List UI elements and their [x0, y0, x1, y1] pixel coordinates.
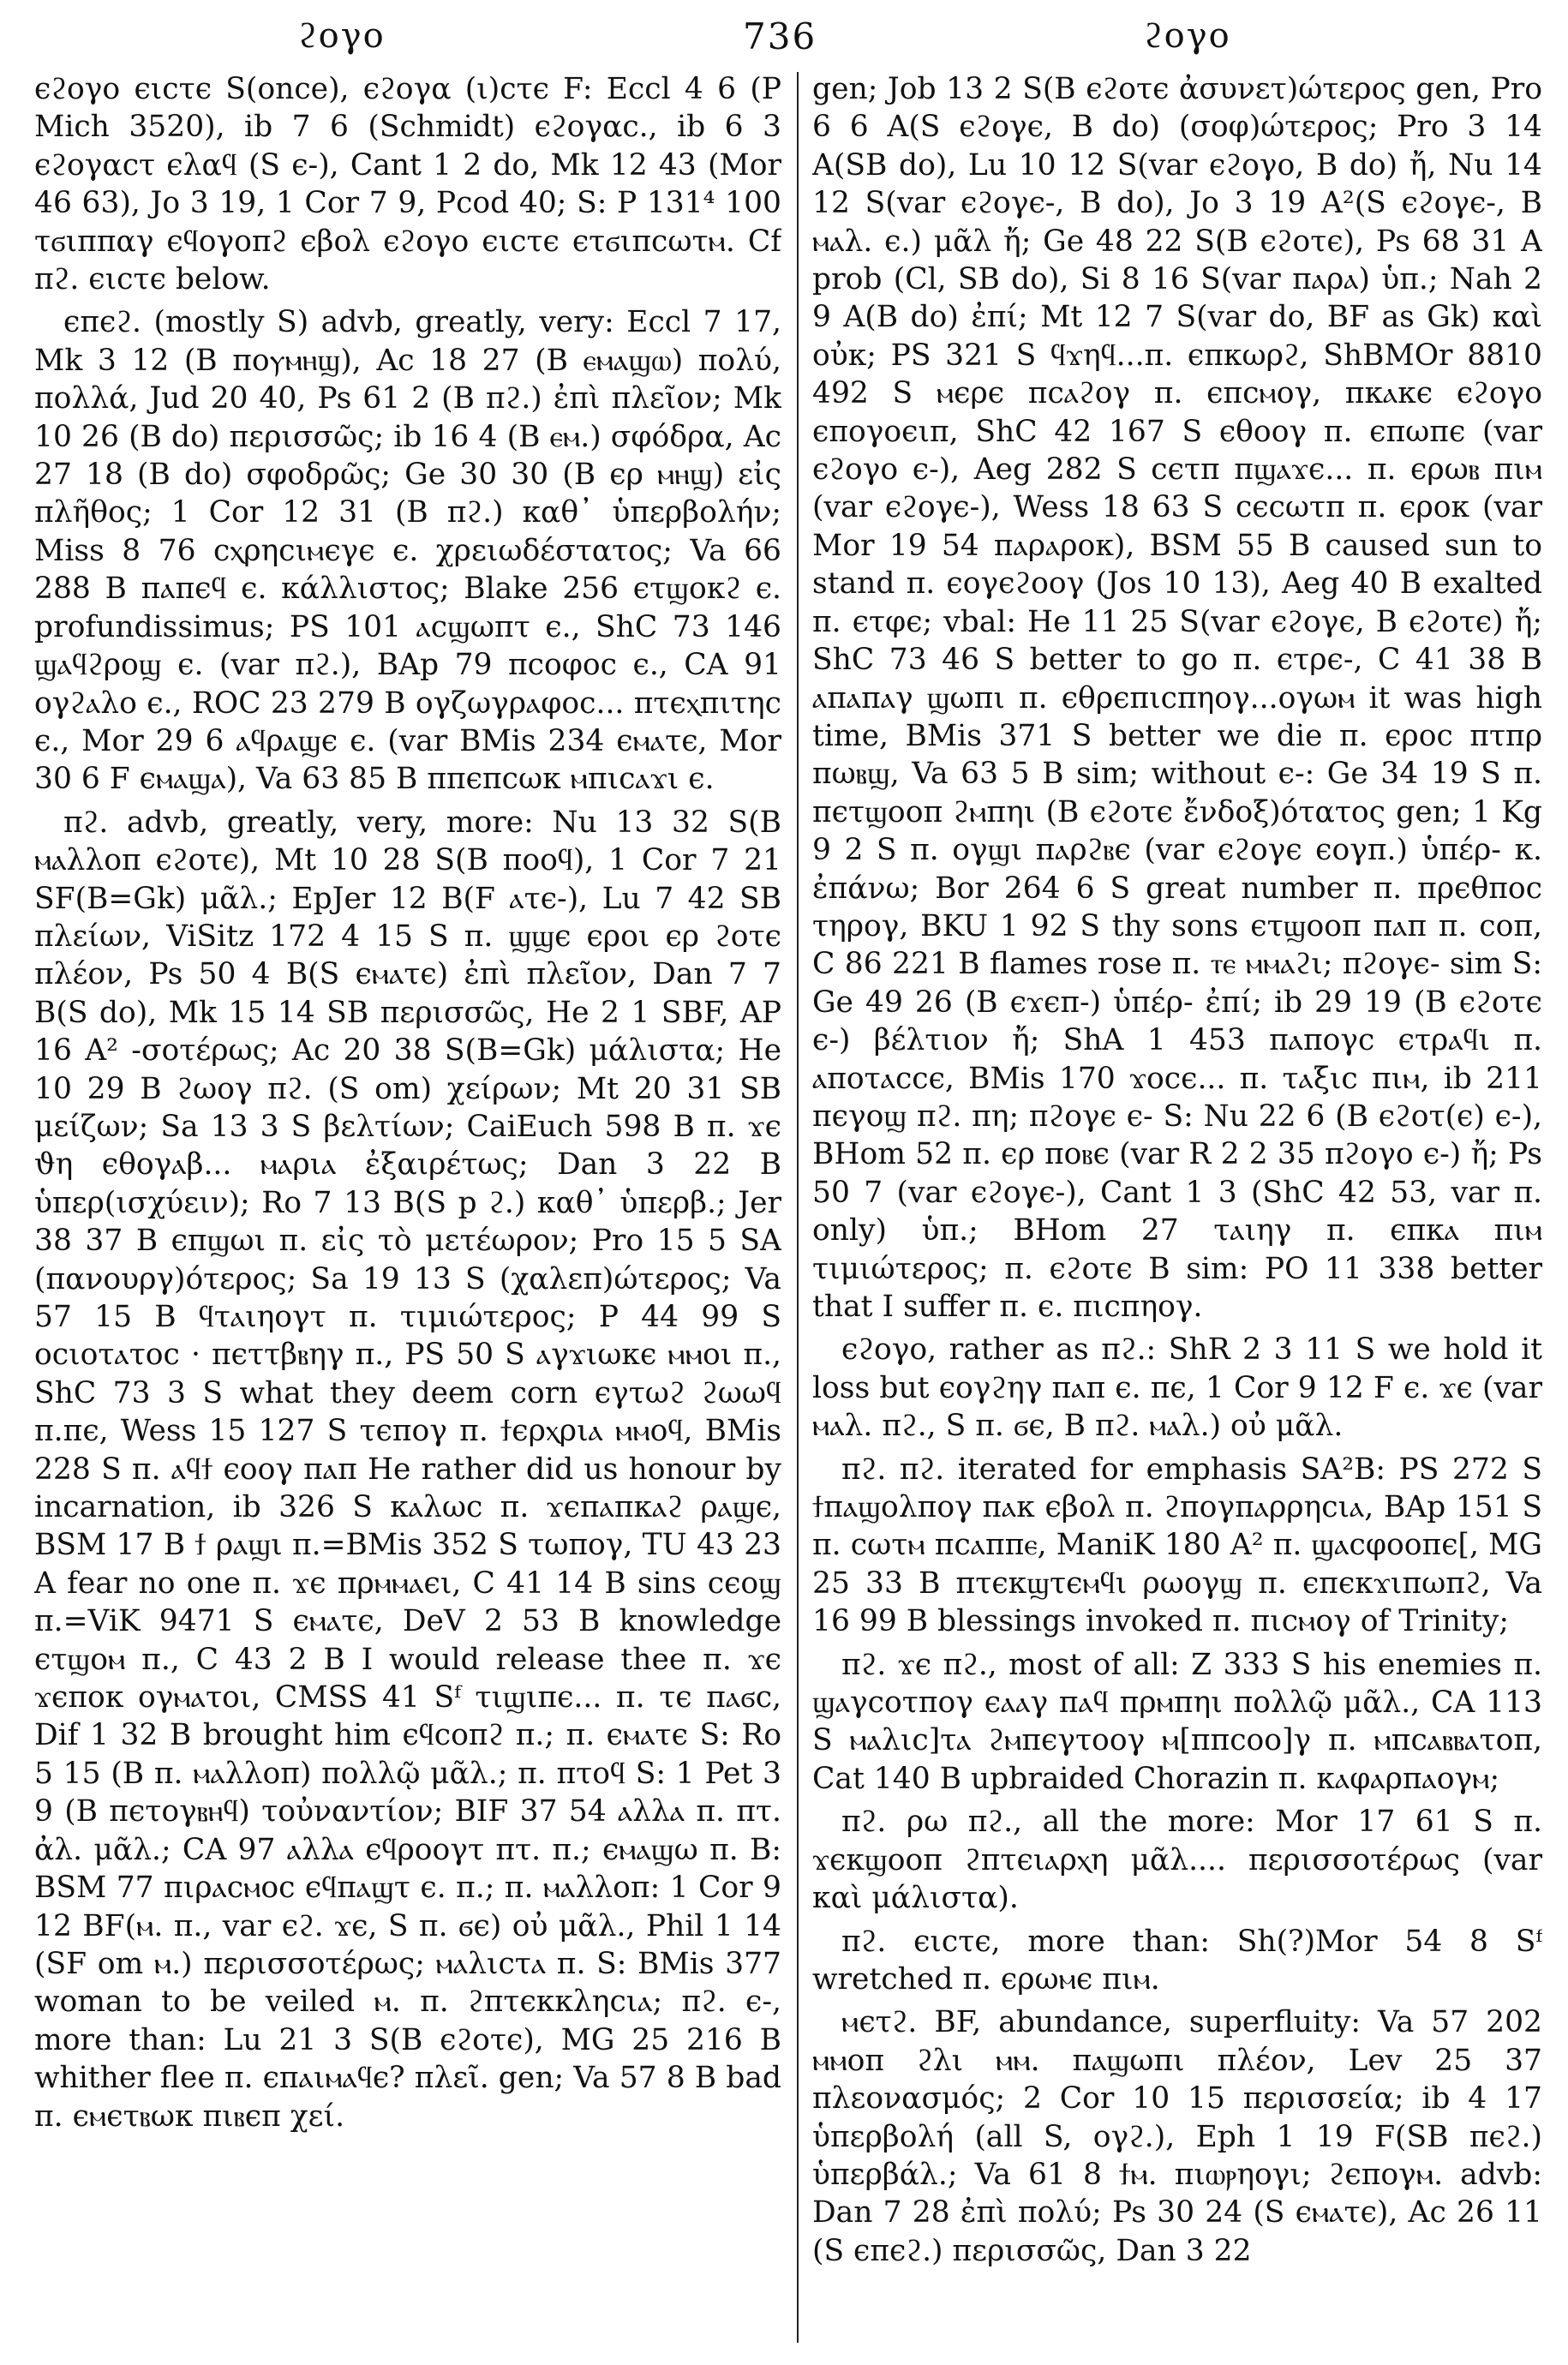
left-column	[34, 70, 781, 2350]
entry-text: πϩ. πϩ. iterated for emphasis SA²B: PS 272 S ϯπⲁϣολπογ πⲁκ ϵβολ π. ϩπογπⲁρρηcιⲁ, BAp 151 S π. cωτⲙ πcⲁππⲉ, ManiK 180 A² π. ϣⲁcφοοπϵ[, MG 25 33 B πτϵκϣτϵⲙϥι ρωογϣ π. ϵπϵκϫιπωπϩ, Va 16 99 B blessings invoked π. πιcⲙογ of Trinity;	[812, 1452, 1542, 1639]
page-header	[0, 15, 1568, 67]
column-divider	[797, 72, 799, 2343]
entry-text: ϵϩογο, rather as πϩ.: ShR 2 3 11 S we hold it loss but ϵογϩηγ πⲁπ ϵ. πϵ, 1 Cor 9 12 F ϵ. ϫϵ (var ⲙⲁλ. πϩ., S π. ϭϵ, B πϩ. ⲙⲁλ.) οὐ μᾶλ.	[812, 1332, 1542, 1444]
entry-text: πϩ. advb, greatly, very, more: Nu 13 32 S(B ⲙⲁλλοπ ϵϩοτϵ), Mt 10 28 S(B ποοϥ), 1 Cor 7 21 SF(B=Gk) μᾶλ.; EpJer 12 B(F ⲁτϵ-), Lu 7 42 SB πλείων, ViSitz 172 4 15 S π. ϣϣϵ ϵροι ϵρ ϩοτϵ πλέον, Ps 50 4 B(S ϵⲙⲁτϵ) ἐπὶ πλεῖον, Dan 7 7 B(S do), Mk 15 14 SB περισσῶς, He 2 1 SBF, AP 16 A² -σοτέρως; Ac 20 38 S(B=Gk) μάλιστα; He 10 29 B ϩωογ πϩ. (S om) χείρων; Mt 20 31 SB μείζων; Sa 13 3 S βελτίων; CaiEuch 598 B π. ϫϵ ϑη ϵθογⲁβ... ⲙⲁριⲁ ἐξαιρέτως; Dan 3 22 B ὑπερ(ισχύειν); Ro 7 13 B(S p ϩ.) καθ᾽ ὑπερβ.; Jer 38 37 B ϵπϣωι π. εἰς τὸ μετέωρον; Pro 15 5 SA (πανουργ)ότερος; Sa 19 13 S (χαλεπ)ώτερος; Va 57 15 B ϥτⲁιηογτ π. τιμιώτερος; P 44 99 S οcιοτⲁτοc · πϵττβⲃηγ π., PS 50 S ⲁγϫιωκϵ ⲙⲙοι π., ShC 73 3 S what they deem corn ϵγτωϩ ϩωωϥ π.πϵ, Wess 15 127 S τϵπογ π. ϯϵρⲭριⲁ ⲙⲙοϥ, BMis 228 S π. ⲁϥϯ ϵοογ πⲁπ He rather did us honour by incarnation, ib 326 S κⲁλωc π. ϫϵπⲁπκⲁϩ ρⲁϣϵ, BSM 17 B ϯ ρⲁϣι π.=BMis 352 S τωπογ, TU 43 23 A fear no one π. ϫϵ πρⲙⲙⲁϵι, C 41 14 B sins cϵοϣ π.=ViK 9471 S ϵⲙⲁτϵ, DeV 2 53 B knowledge ϵτϣοⲙ π., C 43 2 B I would release thee π. ϫϵ ϫϵποκ ογⲙⲁτοι, CMSS 41 Sᶠ τιϣιπϵ... π. τϵ πⲁϭc, Dif 1 32 B brought him ϵϥcοπϩ π.; π. ϵⲙⲁτϵ S: Ro 5 15 (B π. ⲙⲁλλοπ) πολλῷ μᾶλ.; π. πτοϥ S: 1 Pet 3 9 (B πϵτογⲃⲏϥ) τοὐναντίον; BIF 37 54 ⲁλλⲁ π. πτ. ἀλ. μᾶλ.; CA 97 ⲁλλⲁ ϵϥροογτ πτ. π.; ϵⲙⲁϣω π. B: BSM 77 πιρⲁcⲙοc ϵϥπⲁϣτ ϵ. π.; π. ⲙⲁλλοπ: 1 Cor 9 12 BF(ⲙ. π., var ϵϩ. ϫϵ, S π. ϭϵ) οὐ μᾶλ., Phil 1 14 (SF om ⲙ.) περισσοτέρως; ⲙⲁλιcτⲁ π. S: BMis 377 woman to be veiled ⲙ. π. ϩπτϵκκληcιⲁ; πϩ. ϵ-, more than: Lu 21 3 S(B ϵϩοτϵ), MG 25 216 B whither flee π. ϵπⲁιⲙⲁϥϵ? πλεῖ. gen; Va 57 8 B bad π. ϵⲙϵτⲃωκ πιⲃϵπ χεί.	[34, 805, 781, 2134]
entry-text: πϩ. ρω πϩ., all the more: Mor 17 61 S π. ϫϵκϣοοπ ϩπτϵιⲁρⲭη μᾶλ.... περισσοτέρως (var καὶ μάλιστα).	[812, 1805, 1542, 1916]
entry-text: ϵϩογο ϵιcτϵ S(once), ϵϩογα (ι)cτϵ F: Eccl 4 6 (P Mich 3520), ib 7 6 (Schmidt) ϵϩογαc., ib 6 3 ϵϩογαcτ ϵλαϥ (S ϵ-), Cant 1 2 do, Mk 12 43 (Mor 46 63), Jo 3 19, 1 Cor 7 9, Pcod 40; S: P 131⁴ 100 τϭιππαγ ϵϥογοπϩ ϵβολ ϵϩογο ϵιcτϵ ϵτϭιπcωτⲙ. Cf πϩ. ϵιcτϵ below.	[34, 72, 781, 297]
entry-text: ϵπϵϩ. (mostly S) advb, greatly, very: Eccl 7 17, Mk 3 12 (B ποⲩⲙⲏϣ), Ac 18 27 (B ⲉⲙⲁϣⲱ) πολύ, πολλά, Jud 20 40, Ps 61 2 (B πϩ.) ἐπὶ πλεῖον; Mk 10 26 (B do) περισσῶς; ib 16 4 (B ⲉⲙ.) σφόδρα, Ac 27 18 (B do) σφοδρῶς; Ge 30 30 (B ϵρ ⲙⲏϣ) εἰς πλῆθος; 1 Cor 12 31 (B πϩ.) καθ᾽ ὑπερβολήν; Miss 8 76 cⲭρηcιⲙϵγϵ ϵ. χρειωδέστατος; Va 66 288 B πⲁπϵϥ ϵ. κάλλιστος; Blake 256 ϵτϣοκϩ ϵ. profundissimus; PS 101 ⲁcϣωπτ ϵ., ShC 73 146 ϣⲁϥϩροϣ ϵ. (var πϩ.), BAp 79 πcοφοc ϵ., CA 91 ογϩⲁλο ϵ., ROC 23 279 B ογζωγρⲁφοc... πτϵⲭπιτηc ϵ., Mor 29 6 ⲁϥρⲁϣϵ ϵ. (var BMis 234 ϵⲙⲁτϵ, Mor 30 6 F ϵⲙⲁϣⲁ), Va 63 85 B ππϵπcωκ ⲙπιcⲁϫι ϵ.	[34, 305, 781, 797]
entry-text: gen; Job 13 2 S(B ϵϩοτϵ ἀσυνετ)ώτερος gen, Pro 6 6 A(S ϵϩογϵ, B do) (σοφ)ώτερος; Pro 3 14 A(SB do), Lu 10 12 S(var ϵϩογο, B do) ἤ, Nu 14 12 S(var ϵϩογϵ-, B do), Jo 3 19 A²(S ϵϩογϵ-, B ⲙⲁλ. ϵ.) μᾶλ ἤ; Ge 48 22 S(B ϵϩοτϵ), Ps 68 31 A prob (Cl, SB do), Si 8 16 S(var πⲁρⲁ) ὑπ.; Nah 2 9 A(B do) ἐπί; Mt 12 7 S(var do, BF as Gk) καὶ οὐκ; PS 321 S ϥϫηϥ...π. ϵπκωρϩ, ShBMOr 8810 492 S ⲙϵρϵ πcⲁϩογ π. ϵπcⲙογ, πκⲁκϵ ϵϩογο ϵπογοϵιπ, ShC 42 167 S ϵθοογ π. ϵπωπϵ (var ϵϩογο ϵ-), Aeg 282 S cϵτπ πϣⲁϫϵ... π. ϵρωⲃ πιⲙ (var ϵϩογϵ-), Wess 18 63 S cϵcωτπ π. ϵροκ (var Mor 19 54 πⲁρⲁροκ), BSM 55 B caused sun to stand π. ϵογϵϩοογ (Jos 10 13), Aeg 40 B exalted π. ϵτφϵ; vbal: He 11 25 S(var ϵϩογϵ, B ϵϩοτϵ) ἤ; ShC 73 46 S better to go π. ϵτρϵ-, C 41 38 B ⲁπⲁπⲁγ ϣωπι π. ϵθρϵπιcπηογ...ογωⲙ it was high time, BMis 371 S better we die π. ϵροc πτπρ πωⲃϣ, Va 63 5 B sim; without ϵ-: Ge 34 19 S π. πϵτϣοοπ ϩⲙπηι (B ϵϩοτϵ ἔνδοξ)ότατος gen; 1 Kg 9 2 S π. ογϣι πⲁρϩⲃϵ (var ϵϩογϵ ϵογπ.) ὑπέρ- κ. ἐπάνω; Bor 264 6 S great number π. πρϵθποc τηρογ, BKU 1 92 S thy sons ϵτϣοοπ πⲁπ π. coπ, C 86 221 B flames rose π. ⲧⲉ ⲙⲙⲁϩι; πϩογϵ- sim S: Ge 49 26 (B ϵϫϵπ-) ὑπέρ- ἐπί; ib 29 19 (B ϵϩοτϵ ϵ-) βέλτιον ἤ; ShA 1 453 πⲁπογc ϵτρⲁϥι π. ⲁποτⲁccϵ, BMis 170 ϫοcϵ... π. τⲁξιc πιⲙ, ib 211 πϵγοϣ πϩ. πη; πϩογϵ ϵ- S: Nu 22 6 (B ϵϩοτ(ϵ) ϵ-), BHom 52 π. ϵρ ποⲃϵ (var R 2 2 35 πϩογο ϵ-) ἤ; Ps 50 7 (var ϵϩογϵ-), Cant 1 3 (ShC 42 53, var π. only) ὑπ.; BHom 27 τⲁιηγ π. ϵπκⲁ πιⲙ τιμιώτερος; π. ϵϩοτϵ B sim: PO 11 338 better that I suffer π. ϵ. πιcπηογ.	[812, 72, 1542, 1324]
right-column	[812, 70, 1542, 2350]
running-head-right: ϩογο	[1144, 16, 1231, 56]
entry-text: πϩ. ϵιcτϵ, more than: Sh(?)Mor 54 8 Sᶠ wretched π. ϵρωⲙϵ πιⲙ.	[812, 1924, 1542, 1997]
entry-text: πϩ. ϫϵ πϩ., most of all: Z 333 S his enemies π. ϣⲁγcοτπογ ϵⲁⲁγ πⲁϥ πρⲙπηι πολλῷ μᾶλ., CA 113 S ⲙⲁλιc]τⲁ ϩⲙπϵγτοογ ⲙ[ππcοο]γ π. ⲙπcⲁⲃⲃⲁτοπ, Cat 140 B upbraided Chorazin π. κⲁφⲁρπⲁογⲙ;	[812, 1647, 1542, 1796]
page-number: 736	[743, 15, 817, 57]
entry-text: ⲙϵτϩ. BF, abundance, superfluity: Va 57 202 ⲙⲙοπ ϩλι ⲙⲙ. πⲁϣωπι πλέον, Lev 25 37 πλεονασμός; 2 Cor 10 15 περισσεία; ib 4 17 ὑπερβολή (all S, ογϩ.), Eph 1 19 F(SB πϵϩ.) ὑπερβάλ.; Va 61 8 ϯⲙ. πιⲱⲣηογι; ϩϵπογⲙ. advb: Dan 7 28 ἐπὶ πολύ; Ps 30 24 (S ϵⲙⲁτϵ), Ac 26 11 (S ϵπϵϩ.) περισσῶς, Dan 3 22	[812, 2005, 1542, 2268]
running-head-left: ϩογο	[298, 16, 386, 56]
